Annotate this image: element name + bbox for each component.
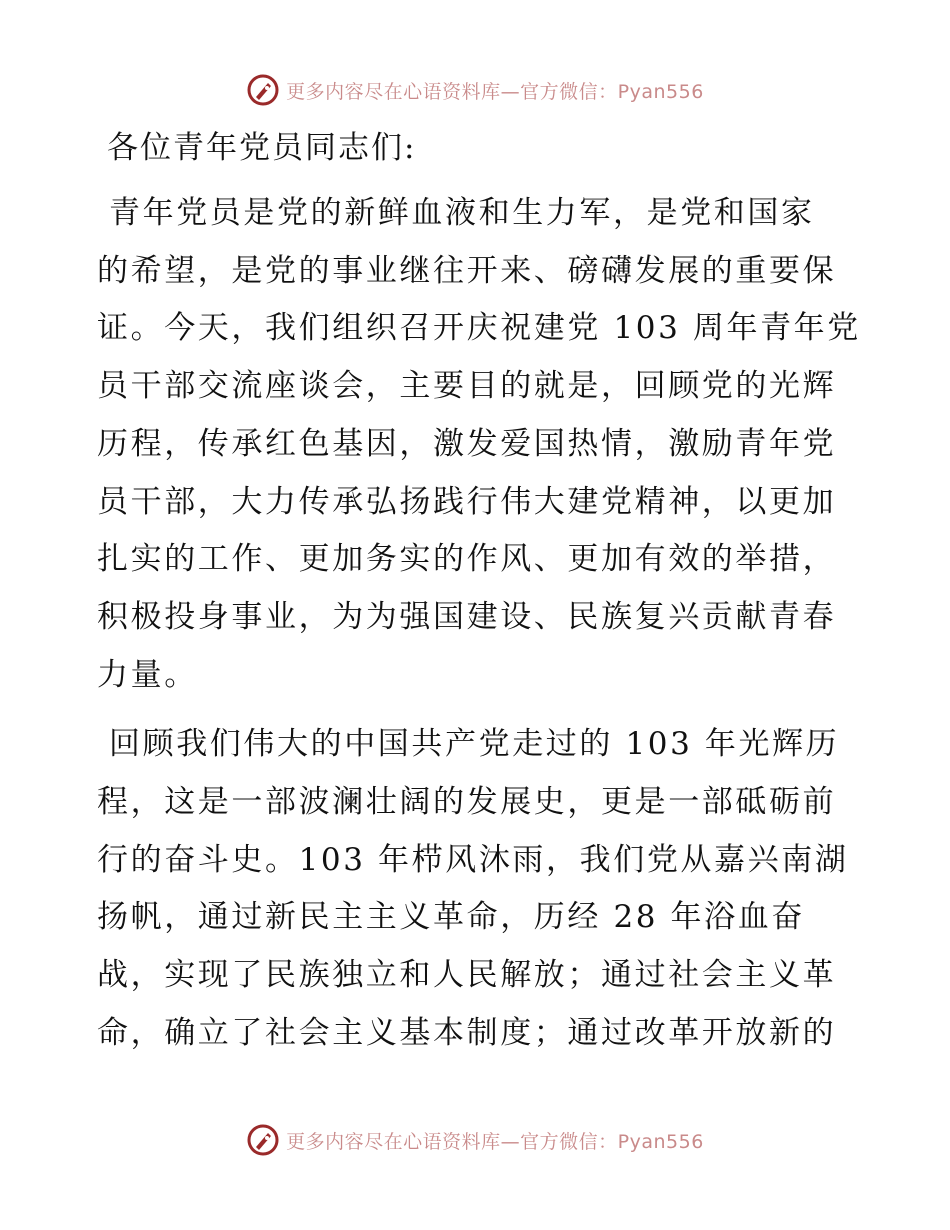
paragraph-line: 青年党员是党的新鲜血液和生力军，是党和国家 [109,195,815,231]
paragraph-2 [97,716,857,1062]
document-body [97,120,861,1075]
paragraph-line: 员干部交流座谈会，主要目的就是，回顾党的光辉 [97,368,837,405]
paragraph-line: 证。今天，我们组织召开庆祝建党 103 周年青年党 [97,310,861,347]
paragraph-line: 战，实现了民族独立和人民解放；通过社会主义革 [97,957,837,994]
paragraph-line: 历程，传承红色基因，激发爱国热情，激励青年党 [97,425,837,462]
pen-nib-logo-icon [246,73,280,107]
paragraph-line: 命，确立了社会主义基本制度；通过改革开放新的 [97,1014,837,1051]
paragraph-line: 力量。 [97,656,198,693]
watermark-text: 更多内容尽在心语资料库—官方微信：Pyan556 [286,1130,704,1153]
salutation: 各位青年党员同志们: [107,130,417,166]
watermark-text: 更多内容尽在心语资料库—官方微信：Pyan556 [286,80,704,103]
footer-watermark [0,1120,950,1160]
paragraph-line: 行的奋斗史。103 年栉风沐雨，我们党从嘉兴南湖 [97,841,849,878]
paragraph-line: 积极投身事业，为为强国建设、民族复兴贡献青春 [97,598,837,635]
paragraph-line: 程，这是一部波澜壮阔的发展史，更是一部砥砺前 [97,784,837,821]
paragraph-line: 的希望，是党的事业继往开来、磅礴发展的重要保 [97,252,837,289]
pen-nib-logo-icon [246,1123,280,1157]
paragraph-line: 扎实的工作、更加务实的作风、更加有效的举措， [97,541,837,578]
paragraph-line: 扬帆，通过新民主主义革命，历经 28 年浴血奋 [97,899,805,936]
paragraph-1 [97,185,861,704]
header-watermark [0,70,950,110]
paragraph-line: 回顾我们伟大的中国共产党走过的 103 年光辉历 [109,726,840,763]
paragraph-line: 员干部，大力传承弘扬践行伟大建党精神，以更加 [97,483,837,520]
